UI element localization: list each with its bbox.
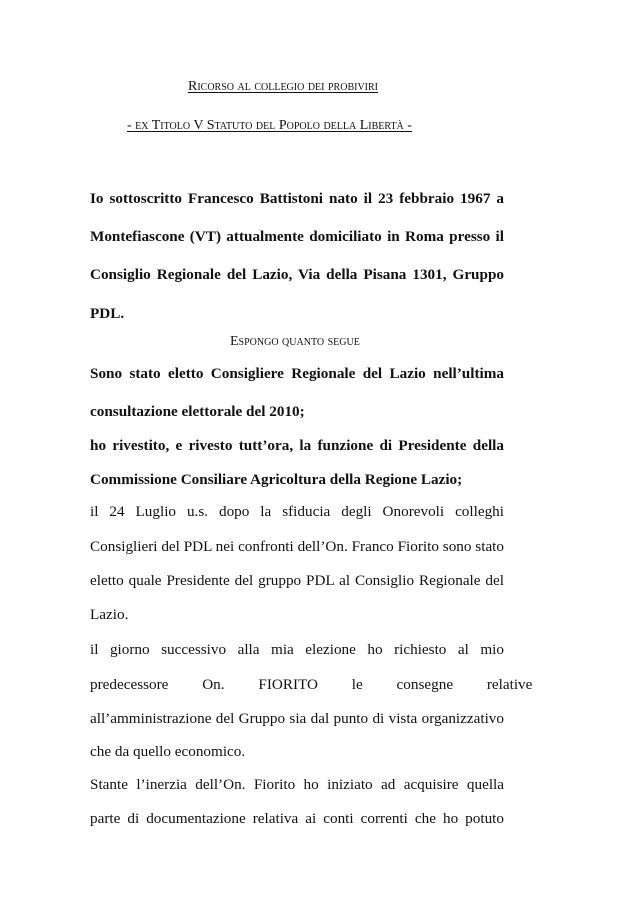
body-line: Consiglieri del PDL nei confronti dell’On. Franco Fiorito sono stato [90,538,504,555]
body-line: all’amministrazione del Gruppo sia dal punto di vista organizzativo [90,710,504,727]
body-line: Sono stato eletto Consigliere Regionale del Lazio nell’ultima [90,365,504,382]
intro-line: PDL. [90,305,125,322]
document-subtitle: - ex Titolo V Statuto del Popolo della Libertà - [127,118,412,133]
body-line: Stante l’inerzia dell’On. Fiorito ho iniziato ad acquisire quella [90,776,504,793]
body-line: predecessore On. FIORITO le consegne relative [90,676,533,693]
body-line: ho rivestito, e rivesto tutt’ora, la funzione di Presidente della [90,437,504,454]
body-line: parte di documentazione relativa ai conti correnti che ho potuto [90,810,504,827]
body-line: il giorno successivo alla mia elezione ho richiesto al mio [90,641,504,658]
body-line: eletto quale Presidente del gruppo PDL al Consiglio Regionale del [90,572,504,589]
body-line: il 24 Luglio u.s. dopo la sfiducia degli Onorevoli colleghi [90,503,504,520]
section-heading: Espongo quanto segue [230,334,360,349]
intro-line: Io sottoscritto Francesco Battistoni nato il 23 febbraio 1967 a [90,190,504,207]
intro-line: Montefiascone (VT) attualmente domiciliato in Roma presso il [90,228,504,245]
intro-line: Consiglio Regionale del Lazio, Via della Pisana 1301, Gruppo [90,266,504,283]
body-line: Lazio. [90,606,129,623]
body-line: consultazione elettorale del 2010; [90,403,305,420]
document-title: Ricorso al collegio dei probiviri [188,79,378,94]
body-line: che da quello economico. [90,743,246,760]
body-line: Commissione Consiliare Agricoltura della Regione Lazio; [90,471,463,488]
